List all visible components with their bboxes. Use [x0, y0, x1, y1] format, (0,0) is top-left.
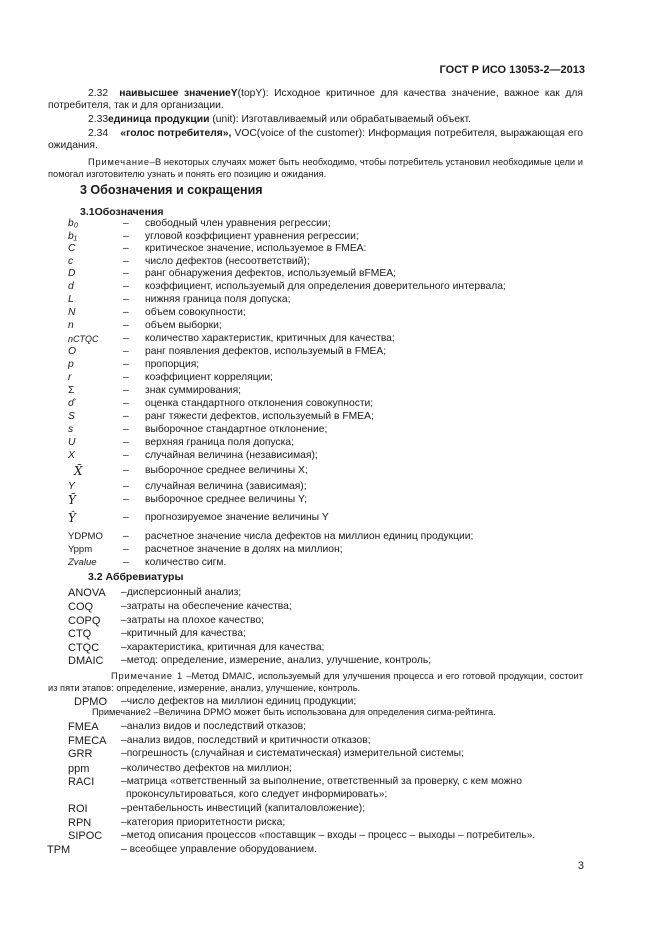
note-2 [48, 706, 583, 718]
abbreviation: FMECA [68, 735, 107, 747]
abbreviation: CTQ [68, 628, 92, 640]
abbreviation: FMEA [68, 721, 99, 733]
symbol: n [68, 320, 74, 331]
abbreviation: GRR [68, 748, 93, 760]
symbol-description: случайная величина (зависимая); [145, 481, 307, 492]
abbreviation: DMAIC [68, 655, 104, 667]
abbreviation: RACI [68, 776, 95, 788]
symbol-description: количество характеристик, критичных для качества; [145, 333, 395, 344]
symbol-description: объем выборки; [145, 320, 222, 331]
term-number: 2.33 [88, 114, 109, 125]
note-text: –Величина DPMO может быть использована для определения сигма-рейтинга. [153, 707, 496, 717]
abbreviation: TPM [47, 844, 71, 856]
symbol-description: число дефектов (несоответствий); [145, 256, 310, 267]
symbol-description: количество сигм. [145, 557, 227, 568]
symbol: S [68, 411, 75, 422]
term-2-32 [48, 88, 583, 112]
abbreviation: ANOVA [68, 587, 106, 599]
symbol-description: оценка стандартного отклонения совокупности; [145, 398, 374, 409]
symbol: X [68, 450, 75, 461]
abbreviation-description: –матрица «ответственный за выполнение, ответственный за проверку, с кем можно [121, 776, 522, 787]
term-number: 2.34 [88, 128, 109, 139]
abbreviation: SIPOC [68, 830, 103, 842]
abbreviation: CTQC [68, 642, 100, 654]
symbol-description: выборочное среднее величины X; [145, 465, 308, 476]
note-label: Примечание2 [92, 707, 151, 717]
abbreviation-description-continued: проконсультироваться, кого следует информировать»; [126, 789, 388, 800]
terms-block [48, 88, 583, 180]
term-name: единица продукции [108, 114, 210, 125]
symbol-description: коэффициент корреляции; [145, 372, 273, 383]
symbol: O [68, 346, 77, 357]
symbol-description: расчетное значение в долях на миллион; [145, 544, 343, 555]
symbol: Ȳ [68, 493, 76, 507]
symbol: s [68, 424, 74, 435]
note-text: –В некоторых случаях может быть необходимо, чтобы потребитель установил необходимые цели и помогал изготовителю узнать и понять его позицию и ожидания. [48, 157, 583, 179]
abbreviation-description: –метод описания процессов «поставщик – входы – процесс – выходы – потребитель». [121, 830, 536, 841]
abbreviation-description: –затраты на обеспечение качества; [121, 601, 292, 612]
symbol-description: угловой коэффициент уравнения регрессии; [145, 231, 359, 242]
term-number: 2.32 [88, 88, 109, 99]
abbreviation: ROI [68, 803, 88, 815]
symbol-description: пропорция; [145, 359, 200, 370]
symbol-description: ранг появления дефектов, используемый в FMEA; [145, 346, 387, 357]
symbol-description: расчетное значение числа дефектов на миллион единиц продукции; [145, 531, 474, 542]
abbreviation-description: –характеристика, критичная для качества; [121, 642, 325, 653]
symbol-description: случайная величина (независимая); [145, 450, 318, 461]
abbreviation-description: –анализ видов и последствий отказов; [121, 721, 306, 732]
subsection-title-symbols: 3.1Обозначения [80, 206, 164, 218]
symbol-description: свободный член уравнения регрессии; [145, 218, 331, 229]
term-definition: (unit): Изготавливаемый или обрабатываемый объект. [212, 114, 471, 125]
symbol: b₁ [68, 231, 77, 242]
page-number: 3 [577, 860, 584, 872]
symbol: d [68, 281, 74, 292]
term-name: «голос потребителя», [120, 128, 232, 139]
abbreviation: COPQ [68, 615, 101, 627]
note-top [48, 156, 583, 180]
symbol-description: ранг тяжести дефектов, используемый в FMEA; [145, 411, 374, 422]
abbreviation-description: –затраты на плохое качество; [121, 615, 264, 626]
note-label: Примечание 1 [111, 671, 183, 681]
abbreviation-description: –дисперсионный анализ; [121, 587, 242, 598]
term-name: наивысшее значениеY [119, 88, 238, 99]
term-definition: VOC(voice of the customer): Информация потребителя, выражающая его ожидания. [48, 128, 583, 151]
symbol-description: коэффициент, используемый для определения доверительного интервала; [145, 281, 506, 292]
symbol-description: объем совокупности; [145, 307, 246, 318]
symbol: Ŷ [68, 511, 76, 525]
abbreviation: ppm [68, 763, 90, 775]
symbol: Zvalue [68, 557, 97, 568]
symbol-description: нижняя граница поля допуска; [145, 294, 291, 305]
symbol-description: прогнозируемое значение величины Y [145, 512, 329, 523]
symbol: D [68, 268, 76, 279]
term-2-34 [48, 128, 583, 152]
abbreviation-description: –погрешность (случайная и систематическая) измерительной системы; [121, 748, 464, 759]
symbol: X̄ [74, 464, 83, 478]
symbol: C [68, 243, 76, 254]
note-text: –Метод DMAIC, используемый для улучшения процесса и его готовой продукции, состоит из пяти этапов: определение, измерение, анализ, улучшение, контроль. [48, 671, 583, 693]
symbol: nCTQC [68, 334, 99, 344]
abbreviation-description: –метод: определение, измерение, анализ, улучшение, контроль; [121, 655, 432, 666]
document-header: ГОСТ Р ИСО 13053-2—2013 [439, 64, 585, 76]
symbol: Y [68, 481, 75, 492]
symbol: b₀ [68, 218, 79, 229]
note-label: Примечание [88, 157, 150, 167]
symbol: L [68, 294, 74, 305]
symbol-description: ранг обнаружения дефектов, используемый вFMEA; [145, 268, 396, 279]
symbol: c [68, 256, 74, 267]
symbol-description: выборочное стандартное отклонение; [145, 424, 328, 435]
term-2-33 [48, 114, 583, 126]
symbol-description: выборочное среднее величины Y; [145, 494, 308, 505]
abbreviation-description: – всеобщее управление оборудованием. [121, 844, 317, 855]
term-definition: (topY): Исходное критичное для качества значение, важное как для потребителя, так и для организации. [48, 88, 583, 111]
abbreviation-description: –число дефектов на миллион единиц продукции; [121, 696, 357, 707]
symbol-description: верхняя граница поля допуска; [145, 437, 295, 448]
symbol-description: знак суммирования; [145, 385, 242, 396]
symbol: Σ [68, 385, 75, 396]
abbreviation-description: –рентабельность инвестиций (капиталовложение); [121, 803, 366, 814]
symbol: r [68, 372, 72, 383]
abbreviation: DPMO [74, 696, 107, 708]
symbol-description: критическое значение, используемое в FMEA: [145, 243, 367, 254]
symbol: σ̂ [68, 398, 75, 409]
symbol: U [68, 437, 76, 448]
abbreviation: RPN [68, 817, 92, 829]
symbol: p [68, 359, 74, 370]
symbol: YDPMO [68, 531, 103, 542]
abbreviation-description: –критичный для качества; [121, 628, 246, 639]
abbreviation-description: –анализ видов, последствий и критичности отказов; [121, 735, 371, 746]
subsection-title-abbreviations: 3.2 Аббревиатуры [88, 571, 184, 583]
note-1 [48, 670, 583, 694]
abbreviation-description: –количество дефектов на миллион; [121, 763, 292, 774]
section-title: 3 Обозначения и сокращения [80, 183, 263, 197]
symbol: Yppm [68, 544, 93, 555]
symbol: N [68, 307, 76, 318]
abbreviation: COQ [68, 601, 94, 613]
abbreviation-description: –категория приоритетности риска; [121, 817, 286, 828]
